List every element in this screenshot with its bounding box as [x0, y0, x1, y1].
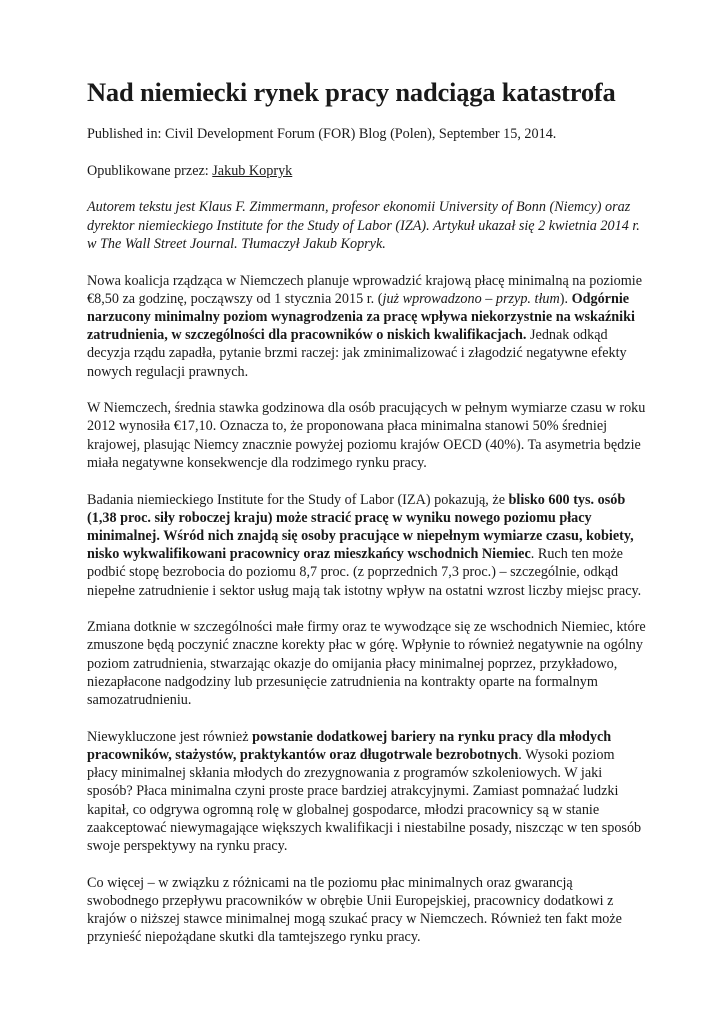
article-title: Nad niemiecki rynek pracy nadciąga katastrofa — [87, 77, 616, 107]
document-page — [87, 76, 647, 965]
p5-text-end: . Wysoki poziom płacy minimalnej skłania młodych do zrezygnowania z programów szkoleniowych. W jaki sposób? Płaca minimalna czyni proste prace bardziej atrakcyjnymi. Zamiast pomnażać ludzki kapitał, co odgrywa ogromną rolę w globalnej gospodarce, młodzi pracownicy są w stanie zaakceptować niewymagające większych kwalifikacji i niestabilne posady, niszcząc w ten sposób swoje perspektywy na rynku pracy. — [87, 746, 642, 854]
p1-translator-note: już wprowadzono – przyp. tłum — [382, 290, 560, 307]
paragraph-5 — [87, 728, 647, 855]
paragraph-4: Zmiana dotknie w szczególności małe firmy oraz te wywodzące się ze wschodnich Niemiec, które zmuszone będą poczynić znaczne korekty płac w górę. Wpłynie to również negatywnie na ogólny poziom zatrudnienia, stwarzając okazje do omijania płacy minimalnej poprzez, przykładowo, niezapłacone nadgodziny lub przesunięcie zatrudnienia na kontrakty oparte na formalnym samozatrudnieniu. — [87, 619, 646, 709]
paragraph-2: W Niemczech, średnia stawka godzinowa dla osób pracujących w pełnym wymiarze czasu w roku 2012 wynosiła €17,10. Oznacza to, że proponowana płaca minimalna stanowi 50% średniej krajowej, plasując Niemcy znacznie powyżej poziomu krajów OECD (40%). Ta asymetria będzie miała negatywne konsekwencje dla rodzimego rynku pracy. — [87, 400, 646, 471]
intro-paragraph — [87, 198, 647, 253]
p1-bold: Odgórnie narzucony minimalny poziom wynagrodzenia za pracę wpływa niekorzystnie na wskaźniki zatrudnienia, w szczególności dla pracowników o niskich kwalifikacjach. — [87, 290, 635, 344]
intro-text: Autorem tekstu jest Klaus F. Zimmermann, profesor ekonomii University of Bonn (Niemcy) oraz dyrektor niemieckiego Institute for the Study of Labor (IZA). Artykuł ukazał się 2 kwietnia 2014 r. w The Wall Street Journal. Tłumaczył Jakub Kopryk. — [87, 199, 640, 252]
p1-text: Nowa koalicja rządząca w Niemczech planuje wprowadzić krajową płacę minimalną na poziomie €8,50 za godzinę, począwszy od 1 stycznia 2015 r. ( — [87, 272, 643, 307]
p5-bold: powstanie dodatkowej bariery na rynku pracy dla młodych pracowników, stażystów, praktykantów oraz długotrwale bezrobotnych — [87, 728, 612, 763]
p5-text: Niewykluczone jest również — [87, 728, 253, 745]
publication-line: Published in: Civil Development Forum (FOR) Blog (Polen), September 15, 2014. — [87, 126, 557, 142]
author-link[interactable]: Jakub Kopryk — [212, 162, 293, 179]
paragraph-1 — [87, 272, 647, 381]
p3-text-end: . Ruch ten może podbić stopę bezrobocia do poziomu 8,7 proc. (z poprzednich 7,3 proc.) – szczególnie, odkąd niepełne zatrudnienie i sektor usług mają tak istotny wpływ na ostatni wzrost liczby miejsc pracy. — [87, 546, 642, 599]
p3-text: Badania niemieckiego Institute for the Study of Labor (IZA) pokazują, że — [87, 491, 509, 508]
paragraph-3 — [87, 491, 647, 600]
p3-bold: blisko 600 tys. osób (1,38 proc. siły roboczej kraju) może stracić pracę w wyniku nowego poziomu płacy minimalnej. Wśród nich znajdą się osoby pracujące w niepełnym wymiarze czasu, kobiety, nisko wykwalifikowani pracownicy oraz mieszkańcy wschodnich Niemiec — [87, 491, 634, 563]
p1-text-end: Jednak odkąd decyzja rządu zapadła, pytanie brzmi raczej: jak zminimalizować i złagodzić negatywne efekty nowych regulacji prawnych. — [87, 327, 627, 380]
p1-text-close: ). — [559, 290, 572, 307]
paragraph-6: Co więcej – w związku z różnicami na tle poziomu płac minimalnych oraz gwarancją swobodnego przepływu pracowników w obrębie Unii Europejskiej, pracownicy dodatkowi z krajów o niższej stawce minimalnej mogą szukać pracy w Niemczech. Również ten fakt może przynieść niepożądane skutki dla tamtejszego rynku pracy. — [87, 874, 622, 946]
author-prefix: Opublikowane przez: — [87, 162, 213, 179]
author-line — [87, 162, 647, 180]
